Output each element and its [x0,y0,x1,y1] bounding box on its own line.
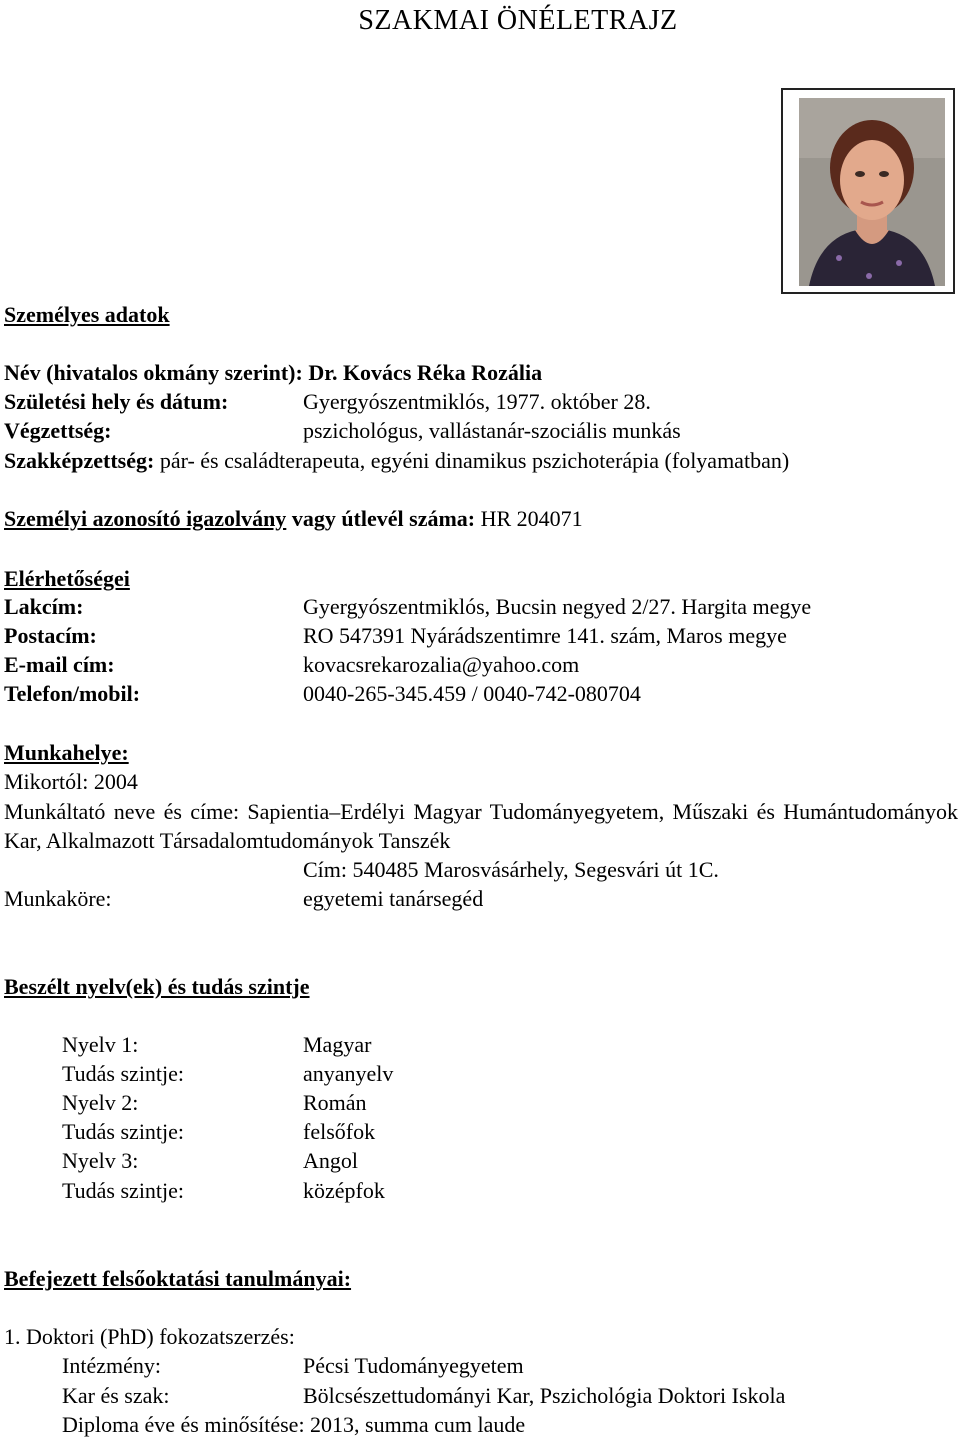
address-value: Gyergyószentmiklós, Bucsin negyed 2/27. Hargita megye [303,594,812,619]
workplace-since: Mikortól: 2004 [4,769,138,794]
contacts-heading: Elérhetőségei [4,566,130,591]
languages-heading: Beszélt nyelv(ek) és tudás szintje [4,974,310,999]
education-value: pszichológus, vallástanár-szociális munkás [303,418,681,443]
birth-value: Gyergyószentmiklós, 1977. október 28. [303,389,651,414]
name-label: Név (hivatalos okmány szerint): [4,360,303,385]
email-label: E-mail cím: [4,652,115,677]
language-row-value: felsőfok [303,1119,376,1144]
institution-value: Pécsi Tudományegyetem [303,1353,524,1378]
employer-address: Cím: 540485 Marosvásárhely, Segesvári út 1C. [303,857,719,882]
birth-label: Születési hely és dátum: [4,389,229,414]
phone-label: Telefon/mobil: [4,681,141,706]
name-row [4,359,542,387]
language-row-label: Nyelv 3: [62,1148,139,1173]
faculty-value: Bölcsészettudományi Kar, Pszichológia Doktori Iskola [303,1383,786,1408]
language-row-label: Nyelv 2: [62,1090,139,1115]
study-item-title: 1. Doktori (PhD) fokozatszerzés: [4,1324,295,1349]
language-row-value: Angol [303,1148,358,1173]
workplace-heading: Munkahelye: [4,740,129,765]
language-row-label: Tudás szintje: [62,1061,185,1086]
personal-heading: Személyes adatok [4,302,170,327]
education-label: Végzettség: [4,418,112,443]
qualification-label: Szakképzettség: [4,448,155,473]
qualification-value: pár- és családterapeuta, egyéni dinamikus pszichoterápia (folyamatban) [159,448,790,473]
diploma-text: Diploma éve és minősítése: 2013, summa cum laude [62,1412,526,1437]
profile-photo [799,98,945,286]
id-label-rest: vagy útlevél száma: [286,506,476,531]
language-row-value: anyanyelv [303,1061,394,1086]
employer-text: Munkáltató neve és címe: Sapientia–Erdélyi Magyar Tudományegyetem, Műszaki és Humántudományok Kar, Alkalmazott Társadalomtudományok Tanszék [4,799,958,853]
profile-photo-frame [781,88,955,294]
id-value: HR 204071 [480,506,583,531]
phone-value: 0040-265-345.459 / 0040-742-080704 [303,681,641,706]
studies-heading: Befejezett felsőoktatási tanulmányai: [4,1266,352,1291]
postal-label: Postacím: [4,623,97,648]
institution-label: Intézmény: [62,1353,161,1378]
faculty-label: Kar és szak: [62,1383,170,1408]
language-row-value: középfok [303,1178,385,1203]
language-row-label: Tudás szintje: [62,1119,185,1144]
id-label-underlined: Személyi azonosító igazolvány [4,506,287,531]
document-title: SZAKMAI ÖNÉLETRAJZ [358,5,678,36]
language-row-label: Tudás szintje: [62,1178,185,1203]
email-value: kovacsrekarozalia@yahoo.com [303,652,580,677]
id-row [4,505,583,533]
language-row-value: Magyar [303,1032,372,1057]
role-value: egyetemi tanársegéd [303,886,484,911]
role-label: Munkaköre: [4,886,112,911]
postal-value: RO 547391 Nyárádszentimre 141. szám, Maros megye [303,623,787,648]
name-value: Dr. Kovács Réka Rozália [308,360,543,385]
qualification-row [4,447,789,475]
language-row-value: Román [303,1090,367,1115]
address-label: Lakcím: [4,594,84,619]
language-row-label: Nyelv 1: [62,1032,139,1057]
